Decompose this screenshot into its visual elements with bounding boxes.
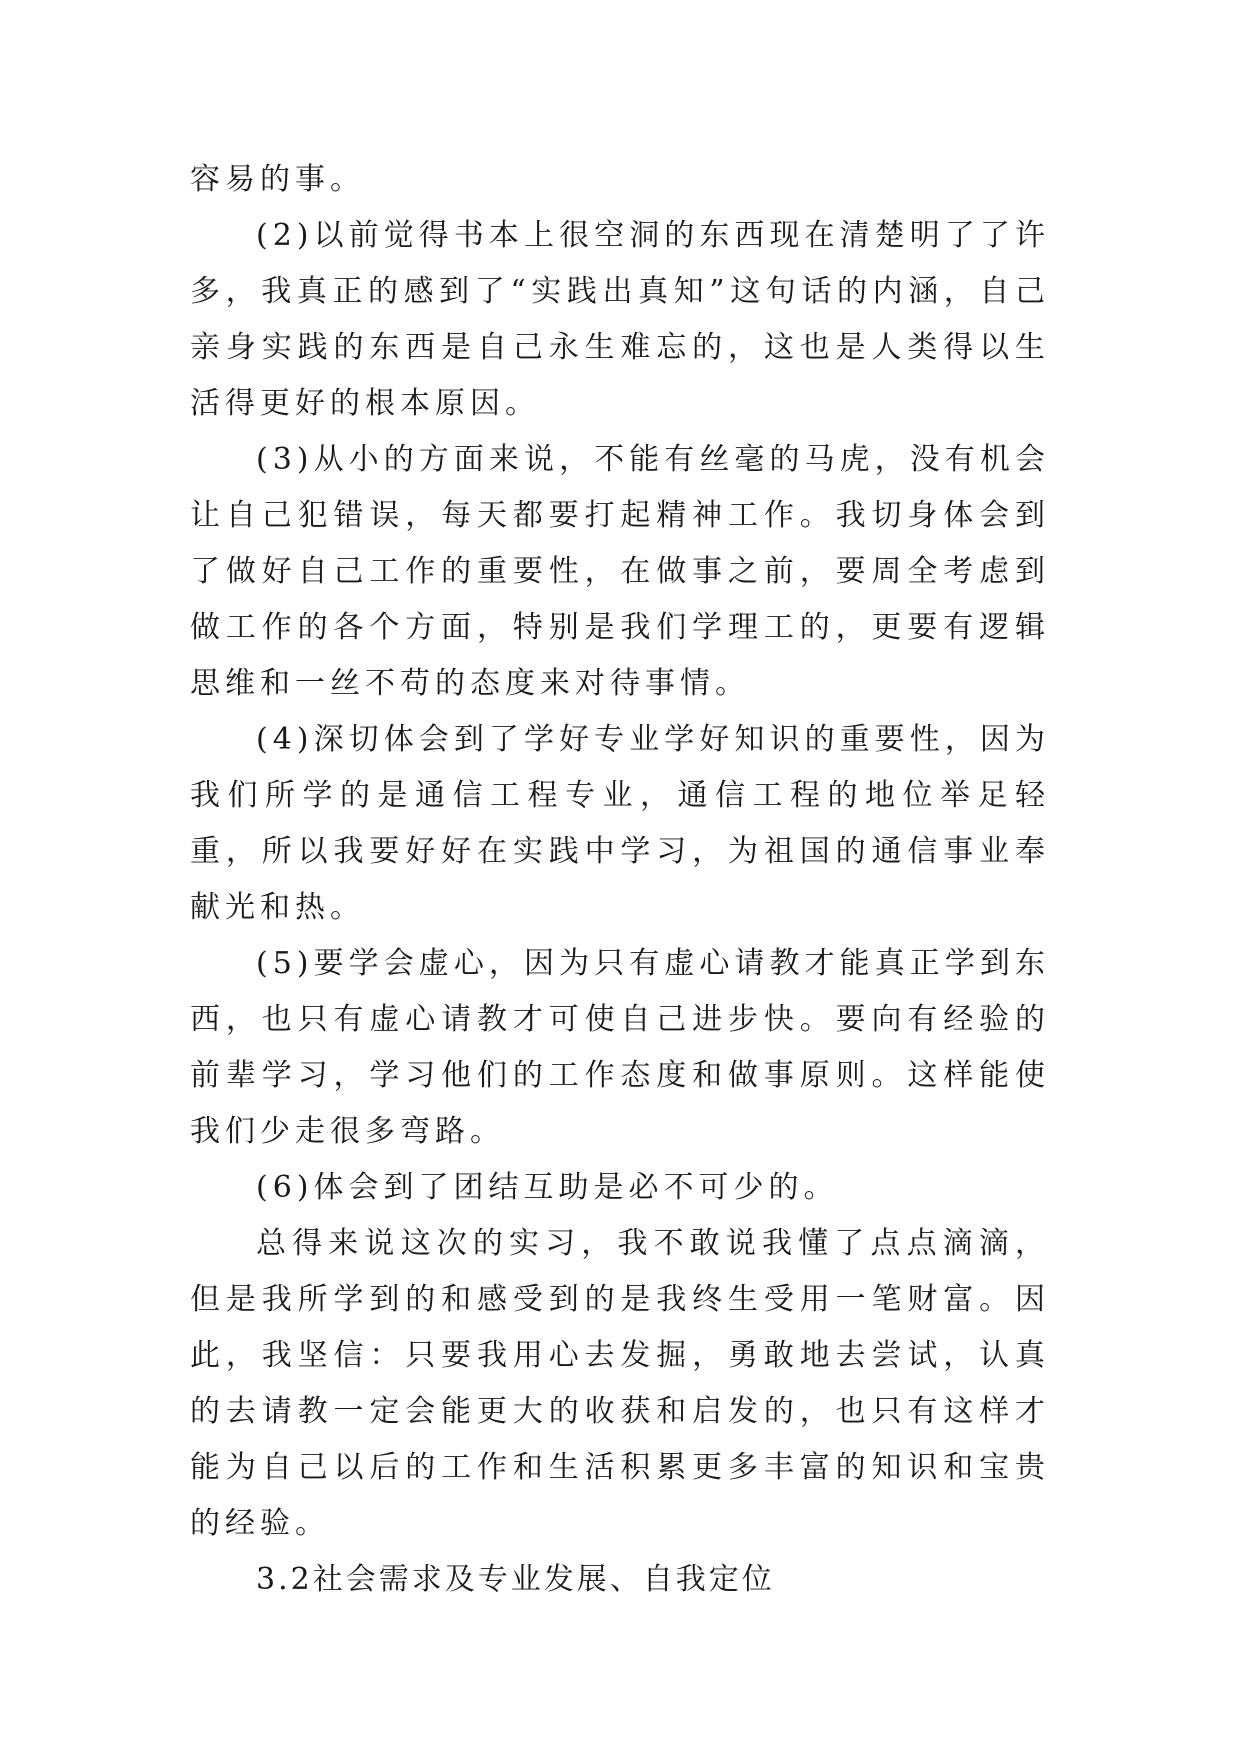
section-heading: 3.2社会需求及专业发展、自我定位 <box>256 1562 775 1597</box>
paragraph-summary: 总得来说这次的实习，我不敢说我懂了点点滴滴，但是我所学到的和感受到的是我终生受用一笔财富。因此，我坚信：只要我用心去发掘，勇敢地去尝试，认真的去请教一定会能更大的收获和启发的，也只有这样才能为自己以后的工作和生活积累更多丰富的知识和宝贵的经验。 <box>190 1226 1050 1541</box>
paragraph-point-3: (3)从小的方面来说，不能有丝毫的马虎，没有机会让自己犯错误，每天都要打起精神工作。我切身体会到了做好自己工作的重要性，在做事之前，要周全考虑到做工作的各个方面，特别是我们学理工的，更要有逻辑思维和一丝不苟的态度来对待事情。 <box>190 442 1050 701</box>
paragraph-point-6: (6)体会到了团结互助是必不可少的。 <box>256 1170 839 1205</box>
paragraph-continuation: 容易的事。 <box>190 162 365 197</box>
document-body <box>190 152 1050 1608</box>
paragraph-point-4: (4)深切体会到了学好专业学好知识的重要性，因为我们所学的是通信工程专业，通信工程的地位举足轻重，所以我要好好在实践中学习，为祖国的通信事业奉献光和热。 <box>190 722 1050 925</box>
paragraph-point-2: (2)以前觉得书本上很空洞的东西现在清楚明了了许多，我真正的感到了“实践出真知”这句话的内涵，自己亲身实践的东西是自己永生难忘的，这也是人类得以生活得更好的根本原因。 <box>190 218 1050 421</box>
paragraph-point-5: (5)要学会虚心，因为只有虚心请教才能真正学到东西，也只有虚心请教才可使自己进步快。要向有经验的前辈学习，学习他们的工作态度和做事原则。这样能使我们少走很多弯路。 <box>190 946 1050 1149</box>
